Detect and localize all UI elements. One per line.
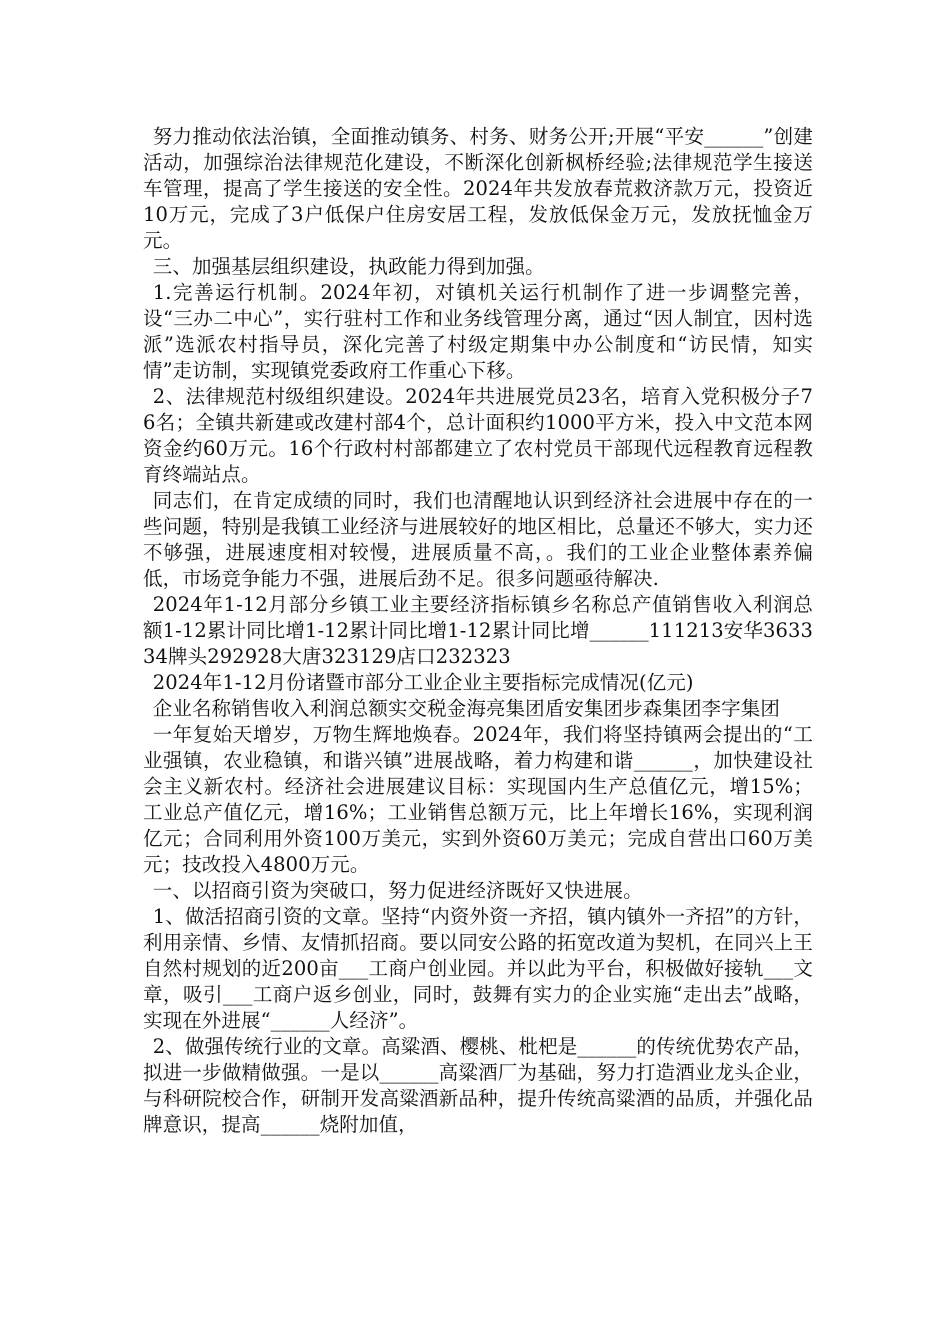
paragraph-village-organization: 2、法律规范村级组织建设。2024年共进展党员23名，培育入党积极分子76名；全镇共新建或改建村部4个，总计面积约1000平方米，投入中文范本网资金约60万元。16个行政村村部都建立了农村党员干部现代远程教育远程教育终端站点。 [143,385,813,486]
paragraph-rule-of-law: 努力推动依法治镇，全面推动镇务、村务、财务公开;开展“平安______”创建活动，加强综治法律规范化建设，不断深化创新枫桥经验;法律规范学生接送车管理，提高了学生接送的安全性。2024年共发放春荒救济款万元，投资近10万元，完成了3户低保户住房安居工程，发放低保金万元，发放抚恤金万元。 [143,125,813,252]
document-page [143,124,813,1138]
paragraph-operating-mechanism: 1.完善运行机制。2024年初，对镇机关运行机制作了进一步调整完善，设“三办二中心”，实行驻村工作和业务线管理分离，通过“因人制宜，因村选派”选派农村指导员，深化完善了村级定期集中办公制度和“访民情，知实情”走访制，实现镇党委政府工作重心下移。 [143,281,813,382]
paragraph-investment-attraction: 1、做活招商引资的文章。坚持“内资外资一齐招，镇内镇外一齐招”的方针，利用亲情、乡情、友情抓招商。要以同安公路的拓宽改道为契机，在同兴上王自然村规划的近200亩___工商户创业园。并以此为平台，积极做好接轨___文章，吸引___工商户返乡创业，同时，鼓舞有实力的企业实施“走出去”战略，实现在外进展“______人经济”。 [143,905,813,1032]
heading-grassroots-organization: 三、加强基层组织建设，执政能力得到加强。 [152,255,545,278]
paragraph-enterprise-indicators-title: 2024年1-12月份诸暨市部分工业企业主要指标完成情况(亿元) [152,671,694,694]
paragraph-problems: 同志们，在肯定成绩的同时，我们也清醒地认识到经济社会进展中存在的一些问题，特别是我镇工业经济与进展较好的地区相比，总量还不够大，实力还不够强，进展速度相对较慢，进展质量不高，。我们的工业企业整体素养偏低，市场竞争能力不强，进展后劲不足。很多问题亟待解决. [143,489,813,590]
paragraph-traditional-industry: 2、做强传统行业的文章。高粱酒、樱桃、枇杷是______的传统优势农产品，拟进一步做精做强。一是以______高粱酒厂为基础，努力打造酒业龙头企业，与科研院校合作，研制开发高粱酒新品种，提升传统高粱酒的品质，并强化品牌意识，提高______烧附加值， [143,1035,813,1136]
heading-investment: 一、以招商引资为突破口，努力促进经济既好又快进展。 [152,879,643,902]
paragraph-township-indicators: 2024年1-12月部分乡镇工业主要经济指标镇乡名称总产值销售收入利润总额1-12累计同比增1-12累计同比增1-12累计同比增______111213安华363334牌头292928大唐323129店口232323 [143,593,813,668]
paragraph-goals: 一年复始天增岁，万物生辉地焕春。2024年，我们将坚持镇两会提出的“工业强镇，农业稳镇，和谐兴镇”进展战略，着力构建和谐______，加快建设社会主义新农村。经济社会进展建议目标：实现国内生产总值亿元，增15%；工业总产值亿元，增16%；工业销售总额万元，比上年增长16%，实现利润亿元；合同利用外资100万美元，实到外资60万美元；完成自营出口60万美元；技改投入4800万元。 [143,723,813,876]
paragraph-enterprise-names: 企业名称销售收入利润总额实交税金海亮集团盾安集团步森集团李字集团 [152,697,780,720]
